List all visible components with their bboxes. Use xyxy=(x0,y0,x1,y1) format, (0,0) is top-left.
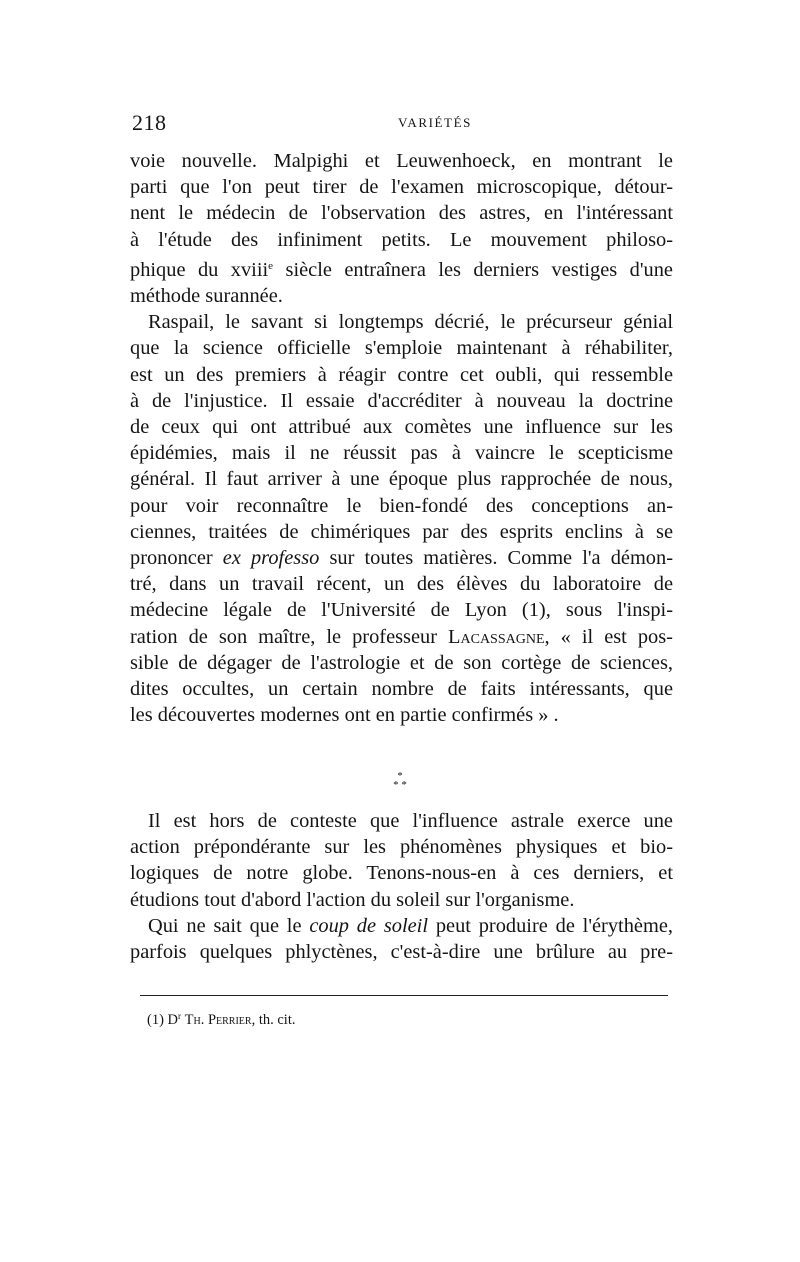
text-line: voie nouvelle. Malpighi et Leuwenhoeck, en montrant le xyxy=(130,150,673,172)
text-line: action prépondérante sur les phénomènes physiques et bio- xyxy=(130,836,673,859)
text-line xyxy=(130,913,673,939)
text-line: ciennes, traitées de chimériques par des esprits enclins à se xyxy=(130,520,673,543)
text-line: parfois quelques phlyctènes, c'est-à-dire une brûlure au pre- xyxy=(130,941,673,964)
text-line: les découvertes modernes ont en partie confirmés » . xyxy=(130,704,559,727)
text-line: que la science officielle s'emploie maintenant à réhabiliter, xyxy=(130,337,673,360)
asterism-bottom: * * xyxy=(393,779,407,791)
section-separator-asterism xyxy=(380,772,420,796)
body-text-top xyxy=(130,148,673,728)
italic-phrase: coup de soleil xyxy=(309,914,429,937)
italic-phrase: ex professo xyxy=(222,547,320,570)
text-line: pour voir reconnaître le bien-fondé des conceptions an- xyxy=(130,494,673,517)
text-fragment: peut produire de l'érythème, xyxy=(435,914,673,937)
footnote-rule xyxy=(140,995,668,996)
text-fragment: Qui ne sait que le xyxy=(148,914,302,937)
superscript: r xyxy=(178,1011,182,1021)
text-line: étudions tout d'abord l'action du soleil sur l'organisme. xyxy=(130,888,575,911)
footnote xyxy=(147,1011,296,1029)
footnote-author: Th. Perrier, xyxy=(184,1012,256,1028)
text-fragment: ration de son maître, le professeur xyxy=(130,625,438,648)
footnote-reference: th. cit. xyxy=(258,1012,296,1028)
superscript: e xyxy=(268,259,274,272)
text-line: à de l'injustice. Il essaie d'accréditer à nouveau la doctrine xyxy=(130,389,673,412)
body-text-bottom xyxy=(130,808,673,965)
text-fragment: « il est pos- xyxy=(560,625,673,648)
page-header xyxy=(130,110,670,140)
small-caps-name: Lacassagne, xyxy=(448,625,550,648)
text-line: à l'étude des infiniment petits. Le mouvement philoso- xyxy=(130,228,673,251)
text-line: Raspail, le savant si longtemps décrié, le précurseur génial xyxy=(148,311,673,334)
text-line: général. Il faut arriver à une époque plus rapprochée de nous, xyxy=(130,468,673,491)
running-title: VARIÉTÉS xyxy=(398,115,472,130)
page-number: 218 xyxy=(132,110,167,135)
text-line: parti que l'on peut tirer de l'examen microscopique, détour- xyxy=(130,176,673,199)
text-fragment: sur toutes matières. Comme l'a démon- xyxy=(329,547,673,570)
text-fragment: prononcer xyxy=(130,547,213,570)
text-fragment: phique du xviii xyxy=(130,258,269,281)
text-fragment: siècle entraînera les derniers vestiges d'une xyxy=(285,258,673,281)
text-line: dites occultes, un certain nombre de faits intéressants, que xyxy=(130,678,673,701)
text-line xyxy=(130,624,673,650)
text-line: de ceux qui ont attribué aux comètes une influence sur les xyxy=(130,416,673,439)
text-line xyxy=(130,253,673,283)
text-line: Il est hors de conteste que l'influence astrale exerce une xyxy=(148,810,673,832)
text-line: médecine légale de l'Université de Lyon (1), sous l'inspi- xyxy=(130,599,673,622)
footnote-marker: (1) D xyxy=(147,1012,179,1028)
text-line: méthode surannée. xyxy=(130,285,283,308)
asterism-top: * xyxy=(397,770,403,782)
text-line xyxy=(130,545,673,571)
text-line: nent le médecin de l'observation des astres, en l'intéressant xyxy=(130,202,673,225)
text-line: tré, dans un travail récent, un des élèves du laboratoire de xyxy=(130,573,673,596)
text-line: sible de dégager de l'astrologie et de son cortège de sciences, xyxy=(130,651,673,674)
text-line: est un des premiers à réagir contre cet oubli, qui ressemble xyxy=(130,363,673,386)
text-line: logiques de notre globe. Tenons-nous-en à ces derniers, et xyxy=(130,862,673,885)
text-line: épidémies, mais il ne réussit pas à vaincre le scepticisme xyxy=(130,442,673,465)
